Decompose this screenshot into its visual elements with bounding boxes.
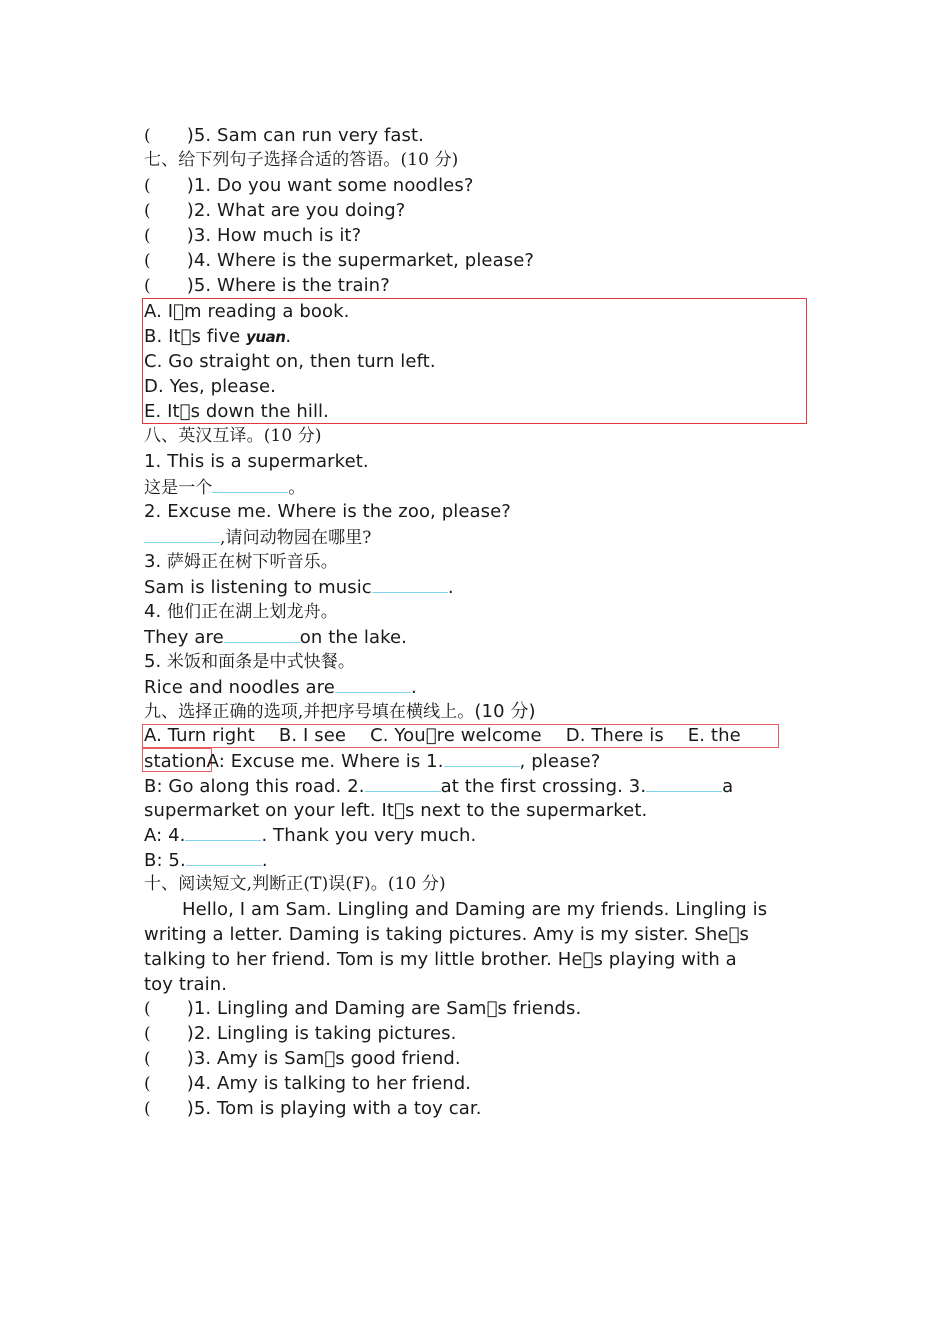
paren-open: ( xyxy=(144,126,151,146)
question-text: 4. Amy is talking to her friend. xyxy=(193,1073,472,1094)
answer-blank[interactable] xyxy=(186,847,262,866)
paren-close: ) xyxy=(186,125,194,146)
question-text: 5. Tom is playing with a toy car. xyxy=(193,1098,482,1119)
question-number: 4. xyxy=(144,601,162,622)
section-8-q4-cn xyxy=(144,599,338,624)
option-e-cont: station xyxy=(144,751,207,772)
answer-blank[interactable] xyxy=(372,574,448,593)
cn-text: 他们正在湖上划龙舟。 xyxy=(161,602,338,622)
answer-blank[interactable] xyxy=(185,822,261,841)
answer-blank[interactable] xyxy=(144,524,220,543)
paren-close: ) xyxy=(186,1098,194,1119)
question-number: 5. xyxy=(144,651,162,672)
en-text: . xyxy=(261,850,268,871)
en-text: They are xyxy=(144,627,224,648)
en-text: A: Excuse me. Where is 1. xyxy=(206,751,444,772)
option-c: C. You re welcome xyxy=(370,725,542,746)
dialogue-line-4 xyxy=(144,822,476,847)
en-text: . Thank you very much. xyxy=(261,825,477,846)
paren-open: ( xyxy=(144,1049,151,1069)
question-text: 1. Lingling and Daming are Sam s friends. xyxy=(193,998,582,1019)
answer-blank[interactable] xyxy=(444,748,520,767)
paren-open: ( xyxy=(144,251,151,271)
section-10-question-1 xyxy=(144,996,581,1021)
question-number: 3. xyxy=(144,551,162,572)
section-8-q4-en xyxy=(144,624,407,649)
question-text: 5. Where is the train? xyxy=(193,275,390,296)
paren-open: ( xyxy=(144,1099,151,1119)
question-text: 2. Lingling is taking pictures. xyxy=(193,1023,457,1044)
question-text: 3. How much is it? xyxy=(193,225,362,246)
paren-open: ( xyxy=(144,226,151,246)
en-text: . xyxy=(410,677,417,698)
option-b-period: . xyxy=(285,326,292,347)
en-text: Sam is listening to music xyxy=(144,577,372,598)
question-text: 1. Do you want some noodles? xyxy=(193,175,474,196)
paren-close: ) xyxy=(186,200,194,221)
word-bank xyxy=(144,723,741,748)
question-text: 2. What are you doing? xyxy=(193,200,406,221)
option-d: D. Yes, please. xyxy=(144,376,277,397)
section-8-q2-cn xyxy=(144,524,372,549)
paren-close: ) xyxy=(186,225,194,246)
option-b xyxy=(144,324,291,349)
section-7-question-1 xyxy=(144,173,473,198)
en-text: , please? xyxy=(519,751,601,772)
passage-line-1: Hello, I am Sam. Lingling and Daming are my friends. Lingling is xyxy=(182,899,768,920)
cn-text: 。 xyxy=(288,478,306,498)
option-b: B. I see xyxy=(278,725,347,746)
en-text: . xyxy=(447,577,454,598)
passage-line-4: toy train. xyxy=(144,974,228,995)
cn-text: 这是一个 xyxy=(144,478,213,498)
option-b-yuan: yuan xyxy=(246,328,286,346)
answer-blank[interactable] xyxy=(212,474,288,493)
section-9-heading xyxy=(144,699,536,724)
paren-close: ) xyxy=(186,175,194,196)
dialogue-line-1 xyxy=(144,748,600,773)
paren-open: ( xyxy=(144,176,151,196)
option-c: C. Go straight on, then turn left. xyxy=(144,351,436,372)
option-b-text: B. It s five xyxy=(144,326,241,347)
section-8-q3-en xyxy=(144,574,454,599)
cn-text: 萨姆正在树下听音乐。 xyxy=(161,552,338,572)
question-text: 3. Amy is Sam s good friend. xyxy=(193,1048,461,1069)
section-10-question-3 xyxy=(144,1046,461,1071)
paren-open: ( xyxy=(144,999,151,1019)
paren-close: ) xyxy=(186,1023,194,1044)
option-a: A. Turn right xyxy=(144,725,255,746)
paren-open: ( xyxy=(144,1024,151,1044)
question-row xyxy=(144,123,424,148)
en-text: at the first crossing. 3. xyxy=(440,776,647,797)
section-7-question-4 xyxy=(144,248,534,273)
paren-close: ) xyxy=(186,1073,194,1094)
question-text: 5. Sam can run very fast. xyxy=(193,125,424,146)
section-8-heading: 八、英汉互译。(10 分) xyxy=(144,426,322,446)
answer-blank[interactable] xyxy=(365,773,441,792)
dialogue-line-3: supermarket on your left. It s next to the supermarket. xyxy=(144,800,648,821)
paren-close: ) xyxy=(186,250,194,271)
cn-text: ,请问动物园在哪里? xyxy=(220,528,372,548)
option-e: E. the xyxy=(687,725,741,746)
passage-line-2: writing a letter. Daming is taking pictures. Amy is my sister. She s xyxy=(144,924,749,945)
score-text: (10 分) xyxy=(474,701,536,722)
cn-text: 米饭和面条是中式快餐。 xyxy=(161,652,355,672)
en-text: A: 4. xyxy=(144,825,186,846)
en-text: B: 5. xyxy=(144,850,186,871)
section-10-question-5 xyxy=(144,1096,482,1121)
option-e: E. It s down the hill. xyxy=(144,401,329,422)
section-8-q5-cn xyxy=(144,649,355,674)
en-text: on the lake. xyxy=(299,627,407,648)
section-10-question-4 xyxy=(144,1071,471,1096)
answer-blank[interactable] xyxy=(224,624,300,643)
en-text: Rice and noodles are xyxy=(144,677,335,698)
en-text: B: Go along this road. 2. xyxy=(144,776,365,797)
paren-open: ( xyxy=(144,276,151,296)
section-7-question-2 xyxy=(144,198,405,223)
section-7-question-3 xyxy=(144,223,361,248)
section-8-q2-en: 2. Excuse me. Where is the zoo, please? xyxy=(144,501,511,522)
section-10-question-2 xyxy=(144,1021,456,1046)
section-7-heading: 七、给下列句子选择合适的答语。(10 分) xyxy=(144,150,459,170)
question-text: 4. Where is the supermarket, please? xyxy=(193,250,535,271)
paren-open: ( xyxy=(144,201,151,221)
answer-blank[interactable] xyxy=(335,674,411,693)
dialogue-line-2 xyxy=(144,773,733,798)
section-8-q1-en: 1. This is a supermarket. xyxy=(144,451,369,472)
section-8-q5-en xyxy=(144,674,417,699)
paren-close: ) xyxy=(186,1048,194,1069)
section-10-heading: 十、阅读短文,判断正(T)误(F)。(10 分) xyxy=(144,874,446,894)
paren-close: ) xyxy=(186,275,194,296)
en-text: a xyxy=(722,776,734,797)
paren-close: ) xyxy=(186,998,194,1019)
section-7-question-5 xyxy=(144,273,390,298)
cn-text: 九、选择正确的选项,并把序号填在横线上。 xyxy=(144,702,475,722)
section-8-q3-cn xyxy=(144,549,338,574)
paren-open: ( xyxy=(144,1074,151,1094)
section-8-q1-cn xyxy=(144,474,306,499)
option-d: D. There is xyxy=(565,725,664,746)
answer-blank[interactable] xyxy=(646,773,722,792)
option-a: A. I m reading a book. xyxy=(144,301,350,322)
passage-line-3: talking to her friend. Tom is my little brother. He s playing with a xyxy=(144,949,737,970)
dialogue-line-5 xyxy=(144,847,268,872)
